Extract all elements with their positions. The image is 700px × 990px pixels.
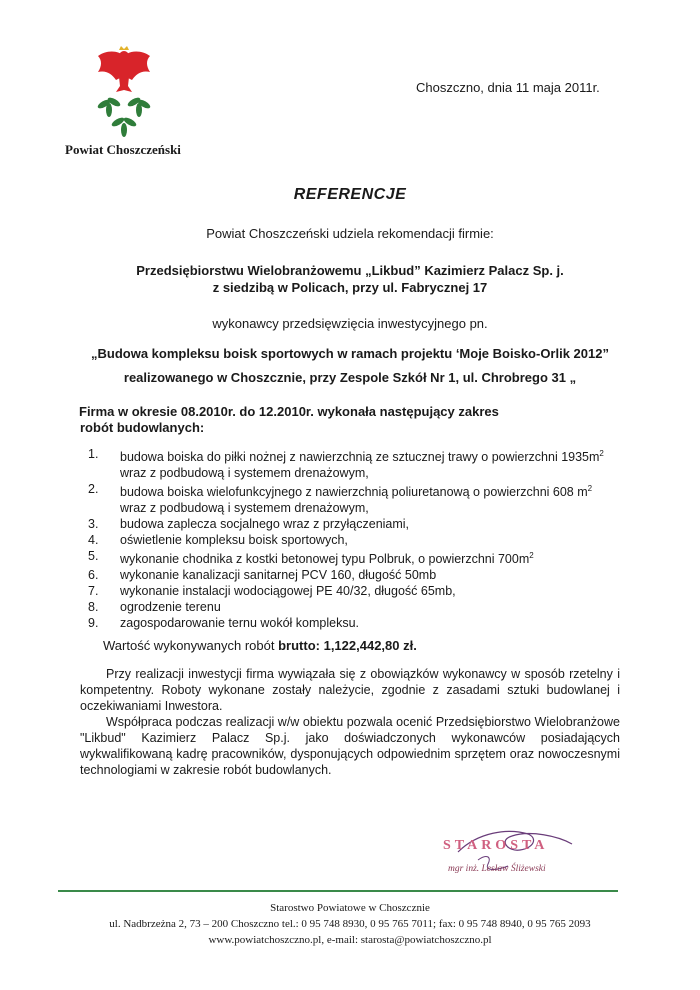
list-item-text-continued: wraz z podbudową i systemem drenażowym, — [120, 501, 369, 516]
value-amount: brutto: 1,122,442,80 zł. — [278, 638, 417, 653]
list-item-text: wykonanie kanalizacji sanitarnej PCV 160, długość 50mb — [120, 568, 437, 583]
footer-divider — [58, 890, 618, 892]
list-item — [88, 446, 628, 481]
coat-of-arms-logo — [88, 46, 160, 138]
list-item-number: 5. — [88, 549, 99, 564]
list-item-number: 1. — [88, 447, 99, 461]
list-item-text: wykonanie chodnika z kostki betonowej typu Polbruk, o powierzchni 700m — [120, 552, 530, 567]
footer-web: www.powiatchoszczno.pl, e-mail: starosta@powiatchoszczno.pl — [208, 934, 492, 946]
scope-line-1: Firma w okresie 08.2010r. do 12.2010r. wykonała następujący zakres — [79, 404, 499, 419]
organization-name: Powiat Choszczeński — [65, 142, 181, 157]
list-item-text-continued: wraz z podbudową i systemem drenażowym, — [120, 466, 369, 481]
scope-heading — [79, 404, 639, 436]
contractor-line: wykonawcy przedsięwzięcia inwestycyjnego pn. — [212, 316, 488, 331]
contract-value — [103, 638, 417, 653]
list-item-text: budowa boiska wielofunkcyjnego z nawierzchnią poliuretanową o powierzchni 608 m — [120, 485, 588, 500]
list-item — [88, 532, 628, 548]
scope-line-2: robót budowlanych: — [80, 420, 205, 435]
value-label: Wartość wykonywanych robót — [103, 638, 275, 653]
list-item-number: 9. — [88, 616, 99, 631]
list-item-text: wykonanie instalacji wodociągowej PE 40/32, długość 65mb, — [120, 584, 456, 599]
list-item — [88, 516, 628, 532]
paragraph: Współpraca podczas realizacji w/w obiektu pozwala ocenić Przedsiębiorstwo Wielobranżowe "Likbud" Kazimierz Palacz Sp.j. jako doświadczonych wykonawców posiadających wykwalifikowaną kadrę pracowników, dysponujących odpowiednim sprzętem oraz nowoczesnymi technologiami w zakresie robót budowlanych. — [80, 715, 620, 777]
list-item-text: zagospodarowanie ternu wokół kompleksu. — [120, 616, 360, 631]
list-item — [88, 599, 628, 615]
footer — [0, 900, 700, 948]
list-item-sup: 2 — [529, 551, 534, 561]
project-name: „Budowa kompleksu boisk sportowych w ramach projektu ‘Moje Boisko-Orlik 2012” — [91, 346, 609, 361]
list-item — [88, 567, 628, 583]
document-title: REFERENCJE — [293, 186, 407, 203]
body-paragraphs — [80, 666, 620, 778]
works-list — [88, 446, 628, 631]
list-item-number: 8. — [88, 600, 99, 615]
list-item-number: 3. — [88, 517, 99, 532]
project-block — [0, 342, 700, 390]
footer-office: Starostwo Powiatowe w Choszcznie — [270, 902, 430, 914]
list-item — [88, 583, 628, 599]
handwritten-signature — [438, 826, 578, 886]
project-location: realizowanego w Choszcznie, przy Zespole Szkół Nr 1, ul. Chrobrego 31 „ — [123, 370, 577, 385]
list-item-number: 4. — [88, 533, 99, 548]
paragraph: Przy realizacji inwestycji firma wywiązała się z obowiązków wykonawcy w sposób rzetelny i kompetentny. Roboty wykonane zostały należycie, zgodnie z zasadami sztuki budowlanej i oczekiwaniami Inwestora. — [80, 667, 620, 713]
intro-line: Powiat Choszczeński udziela rekomendacji firmie: — [206, 226, 494, 241]
company-name: Przedsiębiorstwu Wielobranżowemu „Likbud” Kazimierz Palacz Sp. j. — [136, 263, 564, 278]
place-date: Choszczno, dnia 11 maja 2011r. — [416, 80, 600, 95]
list-item-number: 6. — [88, 568, 99, 583]
list-item-text: oświetlenie kompleksu boisk sportowych, — [120, 533, 348, 548]
list-item-sup: 2 — [587, 484, 593, 494]
company-address: z siedzibą w Policach, przy ul. Fabrycznej 17 — [212, 280, 488, 295]
list-item-number: 2. — [88, 482, 99, 497]
list-item-text: budowa boiska do piłki nożnej z nawierzchnią ze sztucznej trawy o powierzchni 1935m — [120, 450, 600, 465]
list-item-sup: 2 — [599, 449, 604, 458]
list-item — [88, 548, 628, 567]
list-item — [88, 481, 628, 516]
company-block — [0, 262, 700, 296]
signer-name: mgr inż. Lesław Śliżewski — [448, 864, 546, 874]
list-item-text: ogrodzenie terenu — [120, 600, 221, 615]
list-item-text: budowa zaplecza socjalnego wraz z przyłączeniami, — [120, 517, 410, 532]
stamp-title: STAROSTA — [443, 838, 549, 853]
list-item-number: 7. — [88, 584, 99, 599]
list-item — [88, 615, 628, 631]
footer-address: ul. Nadbrzeżna 2, 73 – 200 Choszczno tel.: 0 95 748 8930, 0 95 765 7011; fax: 0 95 748 8940, 0 95 765 2093 — [109, 918, 591, 930]
